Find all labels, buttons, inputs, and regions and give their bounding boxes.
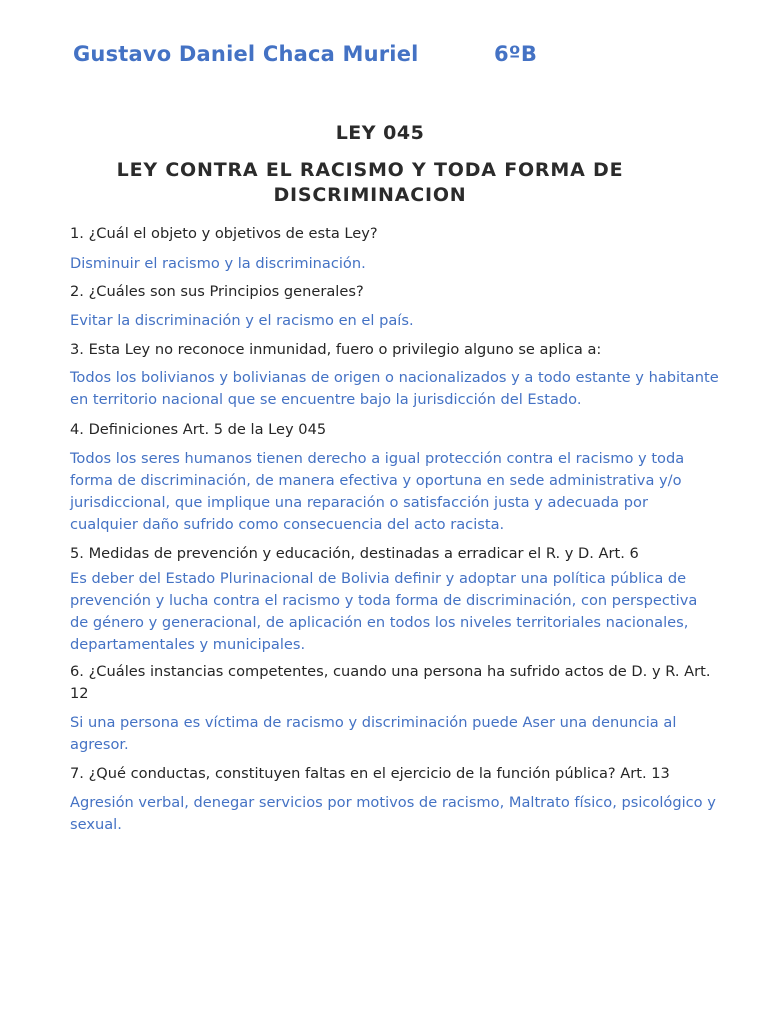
question-6: 6. ¿Cuáles instancias competentes, cuando una persona ha sufrido actos de D. y R. Art. 12 [70, 663, 711, 702]
question-1: 1. ¿Cuál el objeto y objetivos de esta Ley? [70, 225, 378, 242]
law-title: LEY CONTRA EL RACISMO Y TODA FORMA DE DISCRIMINACION [116, 159, 624, 206]
question-2: 2. ¿Cuáles son sus Principios generales? [70, 283, 364, 300]
question-4: 4. Definiciones Art. 5 de la Ley 045 [70, 421, 327, 438]
student-grade: 6ºB [494, 42, 538, 66]
answer-2: Evitar la discriminación y el racismo en el país. [70, 312, 414, 329]
question-5: 5. Medidas de prevención y educación, destinadas a erradicar el R. y D. Art. 6 [70, 545, 639, 562]
answer-4: Todos los seres humanos tienen derecho a igual protección contra el racismo y toda forma de discriminación, de manera efectiva y oportuna en sede administrativa y/o jurisdiccional, que implique una reparación o satisfacción justa y adecuada por cualquier daño sufrido como consecuencia del acto racista. [70, 450, 685, 533]
student-header [73, 42, 538, 66]
question-7: 7. ¿Qué conductas, constituyen faltas en el ejercicio de la función pública? Art. 13 [70, 765, 670, 782]
answer-6: Si una persona es víctima de racismo y discriminación puede Aser una denuncia al agresor. [70, 714, 677, 753]
answer-1: Disminuir el racismo y la discriminación. [70, 255, 366, 272]
question-3: 3. Esta Ley no reconoce inmunidad, fuero o privilegio alguno se aplica a: [70, 341, 602, 358]
law-number: LEY 045 [335, 122, 425, 144]
answer-5: Es deber del Estado Plurinacional de Bolivia definir y adoptar una política pública de prevención y lucha contra el racismo y toda forma de discriminación, con perspectiva de género y generacional, de aplicación en todos los niveles territoriales nacionales, departamentales y municipales. [70, 570, 698, 653]
answer-7: Agresión verbal, denegar servicios por motivos de racismo, Maltrato físico, psicológico y sexual. [70, 794, 716, 833]
answer-3: Todos los bolivianos y bolivianas de origen o nacionalizados y a todo estante y habitante en territorio nacional que se encuentre bajo la jurisdicción del Estado. [70, 369, 719, 408]
student-name: Gustavo Daniel Chaca Muriel [73, 42, 419, 66]
